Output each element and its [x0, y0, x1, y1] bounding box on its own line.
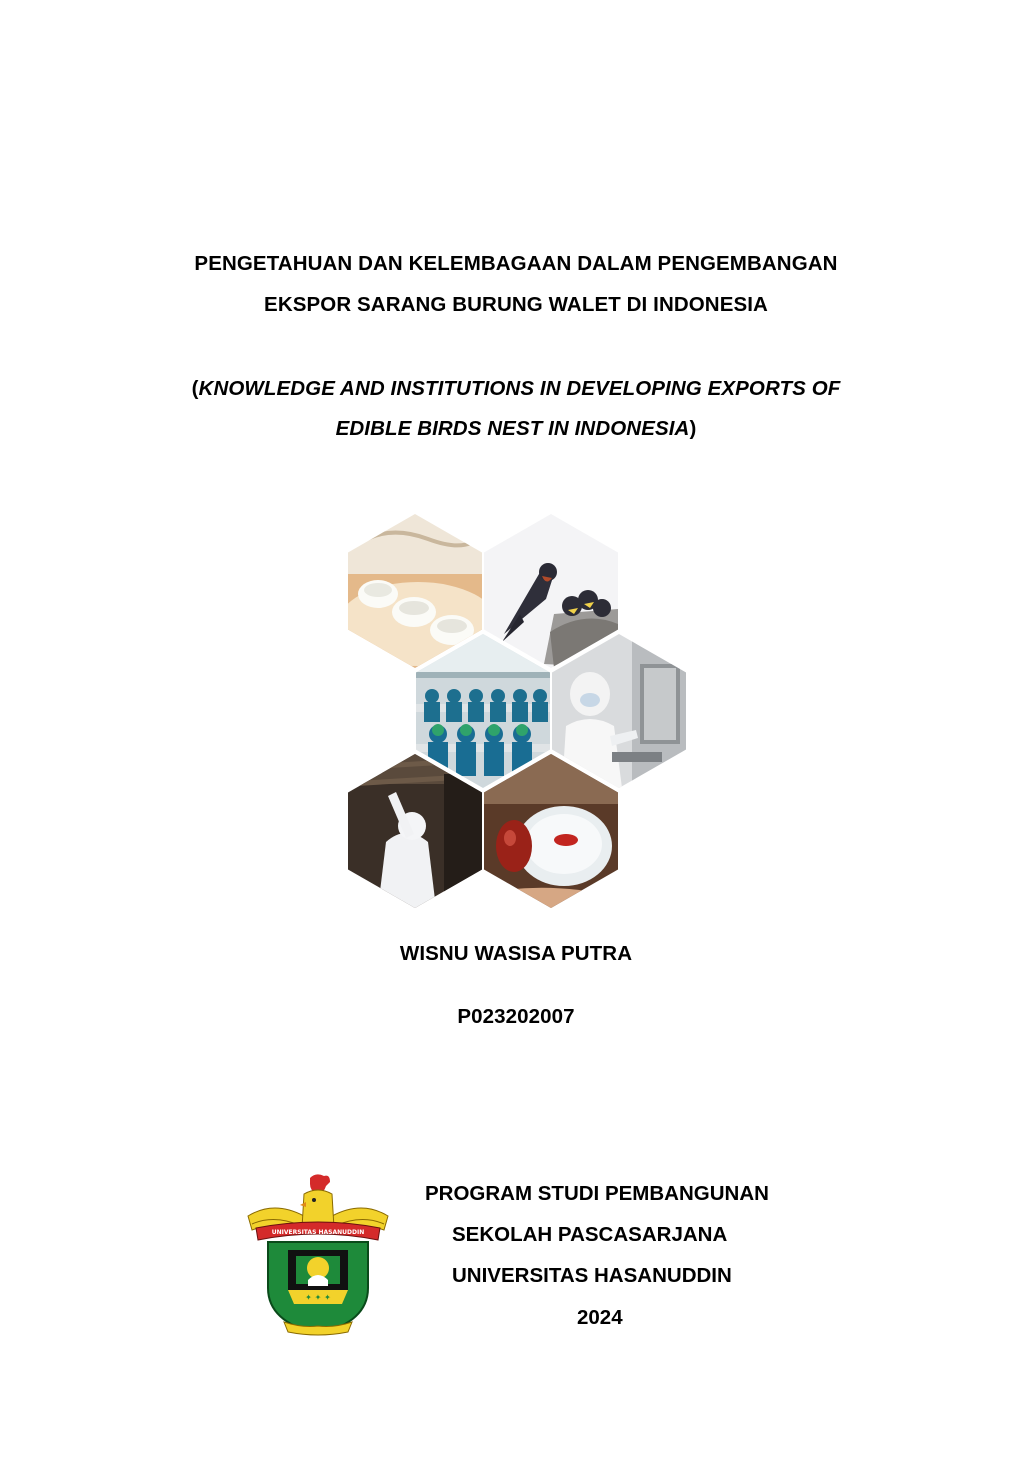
subtitle-close-paren: ): [689, 417, 697, 440]
subtitle-line-2-text: EDIBLE BIRDS NEST IN INDONESIA: [335, 417, 690, 440]
lab-worker-photo: [552, 634, 686, 788]
subtitle-line-1: [0, 377, 1032, 401]
birds-nest-dessert-photo: [484, 754, 618, 908]
swiftlet-house-harvest-photo: [348, 754, 482, 908]
author-student-id: P023202007: [457, 1005, 575, 1028]
author-name: WISNU WASISA PUTRA: [399, 942, 633, 965]
subtitle-line-2: [0, 417, 1032, 441]
school-name: SEKOLAH PASCASARJANA: [452, 1223, 728, 1246]
subtitle-open-paren: (: [191, 377, 199, 400]
svg-text:✦ ✦ ✦: ✦ ✦ ✦: [305, 1293, 331, 1302]
title-line-1: PENGETAHUAN DAN KELEMBAGAAN DALAM PENGEMBANGAN: [194, 252, 838, 275]
logo-ribbon-text: UNIVERSITAS HASANUDDIN: [271, 1229, 365, 1236]
university-hasanuddin-logo: [244, 1172, 392, 1340]
factory-workers-photo: [416, 634, 550, 788]
subtitle-line-1-text: KNOWLEDGE AND INSTITUTIONS IN DEVELOPING EXPORTS OF: [198, 377, 841, 400]
title-line-2: EKSPOR SARANG BURUNG WALET DI INDONESIA: [264, 293, 768, 316]
swiftlet-bird-nest-photo: [484, 514, 618, 668]
university-name: UNIVERSITAS HASANUDDIN: [452, 1264, 732, 1287]
program-name: PROGRAM STUDI PEMBANGUNAN: [425, 1182, 769, 1205]
edible-birds-nest-photo: [348, 514, 482, 668]
year: 2024: [577, 1306, 623, 1329]
